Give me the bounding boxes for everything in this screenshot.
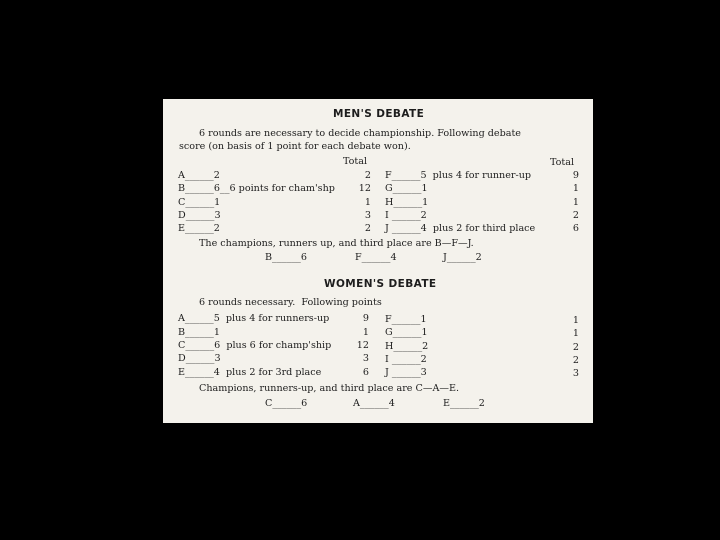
mens-total-header-right: Total <box>550 157 575 168</box>
womens-right-row: J ______3 <box>385 367 427 378</box>
womens-left-row: B______1 <box>178 327 220 338</box>
mens-right-total: 1 <box>572 197 579 208</box>
mens-total-header-left: Total <box>343 156 368 167</box>
mens-final-score: F______4 <box>355 252 397 263</box>
womens-right-row: H______2 <box>385 341 429 352</box>
scanned-page <box>163 99 593 423</box>
womens-debate-title: WOMEN'S DEBATE <box>324 278 437 290</box>
womens-right-row: I ______2 <box>385 354 427 365</box>
mens-right-row: J ______4 plus 2 for third place <box>385 223 536 234</box>
womens-left-total: 3 <box>362 353 369 364</box>
mens-right-row: G______1 <box>385 183 428 194</box>
mens-right-row: H______1 <box>385 197 429 208</box>
mens-left-total: 3 <box>364 210 371 221</box>
womens-intro: 6 rounds necessary. Following points <box>199 297 382 308</box>
mens-right-row: I ______2 <box>385 210 427 221</box>
mens-right-total: 9 <box>572 170 579 181</box>
mens-summary: The champions, runners up, and third place are B—F—J. <box>199 238 474 249</box>
mens-right-total: 1 <box>572 183 579 194</box>
womens-final-score: E______2 <box>443 398 485 409</box>
womens-right-total: 2 <box>572 355 579 366</box>
womens-right-row: F______1 <box>385 314 427 325</box>
womens-right-total: 3 <box>572 368 579 379</box>
mens-right-row: F______5 plus 4 for runner-up <box>385 170 532 181</box>
womens-summary: Champions, runners-up, and third place are C—A—E. <box>199 383 460 394</box>
mens-intro-line2: score (on basis of 1 point for each debate won). <box>179 141 411 152</box>
mens-right-total: 2 <box>572 210 579 221</box>
mens-left-row: B______6__6 points for cham'shp <box>178 183 335 194</box>
womens-final-score: C______6 <box>265 398 308 409</box>
mens-left-total: 2 <box>364 223 371 234</box>
womens-left-total: 9 <box>362 313 369 324</box>
mens-left-row: D______3 <box>178 210 221 221</box>
mens-final-score: J______2 <box>443 252 482 263</box>
womens-right-total: 1 <box>572 315 579 326</box>
mens-left-total: 2 <box>364 170 371 181</box>
womens-left-total: 1 <box>362 327 369 338</box>
mens-left-row: C______1 <box>178 197 221 208</box>
mens-left-row: E______2 <box>178 223 220 234</box>
mens-debate-title: MEN'S DEBATE <box>333 108 425 120</box>
womens-final-score: A______4 <box>353 398 395 409</box>
womens-right-row: G______1 <box>385 327 428 338</box>
mens-intro-line1: 6 rounds are necessary to decide championship. Following debate <box>199 128 521 139</box>
mens-left-row: A______2 <box>178 170 220 181</box>
mens-final-score: B______6 <box>265 252 307 263</box>
womens-right-total: 1 <box>572 328 579 339</box>
womens-left-row: D______3 <box>178 353 221 364</box>
mens-left-total: 12 <box>358 183 371 194</box>
womens-right-total: 2 <box>572 342 579 353</box>
womens-left-row: C______6 plus 6 for champ'ship <box>178 340 332 351</box>
womens-left-row: E______4 plus 2 for 3rd place <box>178 367 322 378</box>
mens-left-total: 1 <box>364 197 371 208</box>
womens-left-total: 6 <box>362 367 369 378</box>
mens-right-total: 6 <box>572 223 579 234</box>
womens-left-total: 12 <box>356 340 369 351</box>
womens-left-row: A______5 plus 4 for runners-up <box>178 313 330 324</box>
